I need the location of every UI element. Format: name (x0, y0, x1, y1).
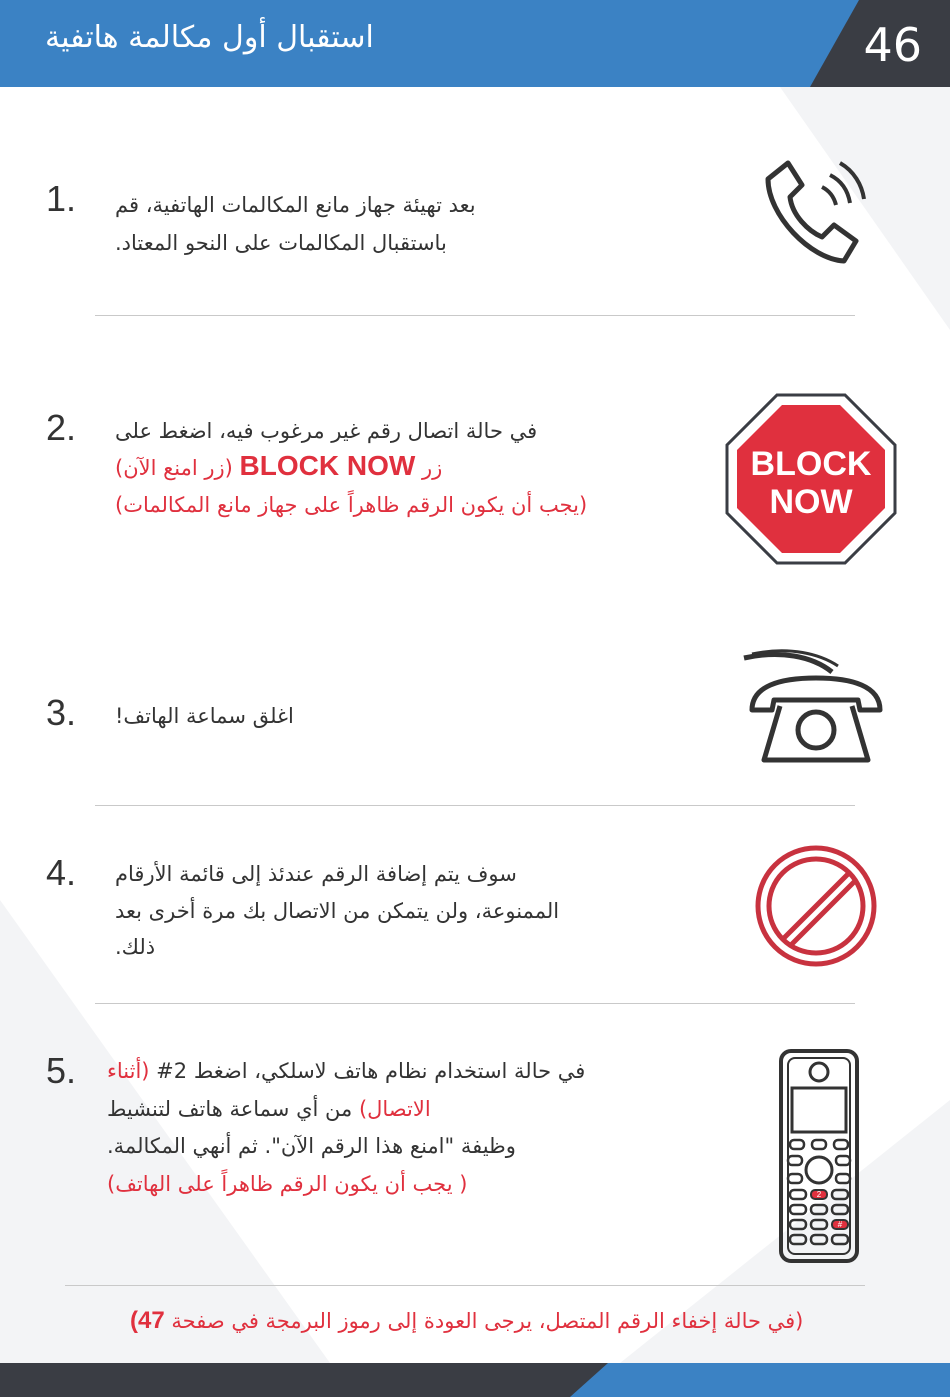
divider-4 (65, 1285, 865, 1286)
step-1-line-1: بعد تهيئة جهاز مانع المكالمات الهاتفية، قم (115, 193, 476, 217)
page-header (0, 0, 950, 87)
step-5-line-3: وظيفة "امنع هذا الرقم الآن". ثم أنهي المكالمة. (107, 1134, 516, 1158)
cordless-handset-icon (778, 1048, 860, 1264)
step-5-number: 5. (46, 1050, 77, 1091)
step-4-line-3: ذلك. (115, 935, 156, 959)
sign-line-2: NOW (769, 483, 853, 521)
step-2-line-3: (يجب أن يكون الرقم ظاهراً على جهاز مانع المكالمات) (115, 493, 588, 517)
footer-note-page: 47) (130, 1307, 165, 1334)
ringing-phone-icon (760, 155, 875, 270)
step-2-block-now-label: BLOCK NOW (239, 450, 416, 481)
step-4-number: 4. (46, 852, 77, 893)
handset-key-2: 2 (816, 1190, 822, 1199)
step-1-number: 1. (46, 178, 77, 219)
step-2-line-1: في حالة اتصال رقم غير مرغوب فيه، اضغط على (115, 419, 538, 443)
divider-1 (95, 315, 855, 316)
sign-line-1: BLOCK (750, 445, 872, 483)
step-5-line-2-text: من أي سماعة هاتف لتنشيط (107, 1097, 353, 1121)
step-2-line-2 (115, 447, 442, 487)
step-3-number: 3. (46, 692, 77, 733)
step-1-line-2: باستقبال المكالمات على النحو المعتاد. (115, 231, 447, 255)
hang-up-phone-icon (740, 648, 890, 768)
footer-blue-band (570, 1363, 950, 1397)
divider-2 (95, 805, 855, 806)
step-2-block-now-arabic: (زر امنع الآن) (115, 456, 233, 480)
divider-3 (95, 1003, 855, 1004)
step-5-line-2-red: الاتصال) (358, 1097, 431, 1121)
footer-note-text: (في حالة إخفاء الرقم المتصل، يرجى العودة إلى رموز البرمجة في صفحة (171, 1309, 804, 1333)
prohibited-icon (752, 842, 882, 972)
step-4-line-2: الممنوعة، ولن يتمكن من الاتصال بك مرة أخرى بعد (115, 899, 560, 923)
step-4-line-1: سوف يتم إضافة الرقم عندئذ إلى قائمة الأرقام (115, 862, 517, 886)
step-2-prefix: زر (422, 456, 443, 480)
block-now-sign-icon (725, 393, 897, 565)
page-number: 46 (863, 18, 922, 72)
step-5-line-1-red: (أثناء (107, 1059, 150, 1083)
step-5-line-2 (107, 1090, 431, 1128)
footer-note (130, 1307, 803, 1335)
page-title: استقبال أول مكالمة هاتفية (45, 20, 374, 55)
step-5-line-1-text: في حالة استخدام نظام هاتف لاسلكي، اضغط 2# (156, 1059, 586, 1083)
handset-key-hash: # (837, 1220, 843, 1229)
step-5-line-4: ( يجب أن يكون الرقم ظاهراً على الهاتف) (107, 1172, 468, 1196)
step-3-line-1: اغلق سماعة الهاتف! (115, 704, 294, 728)
step-5-line-1 (107, 1052, 585, 1090)
step-2-number: 2. (46, 407, 77, 448)
